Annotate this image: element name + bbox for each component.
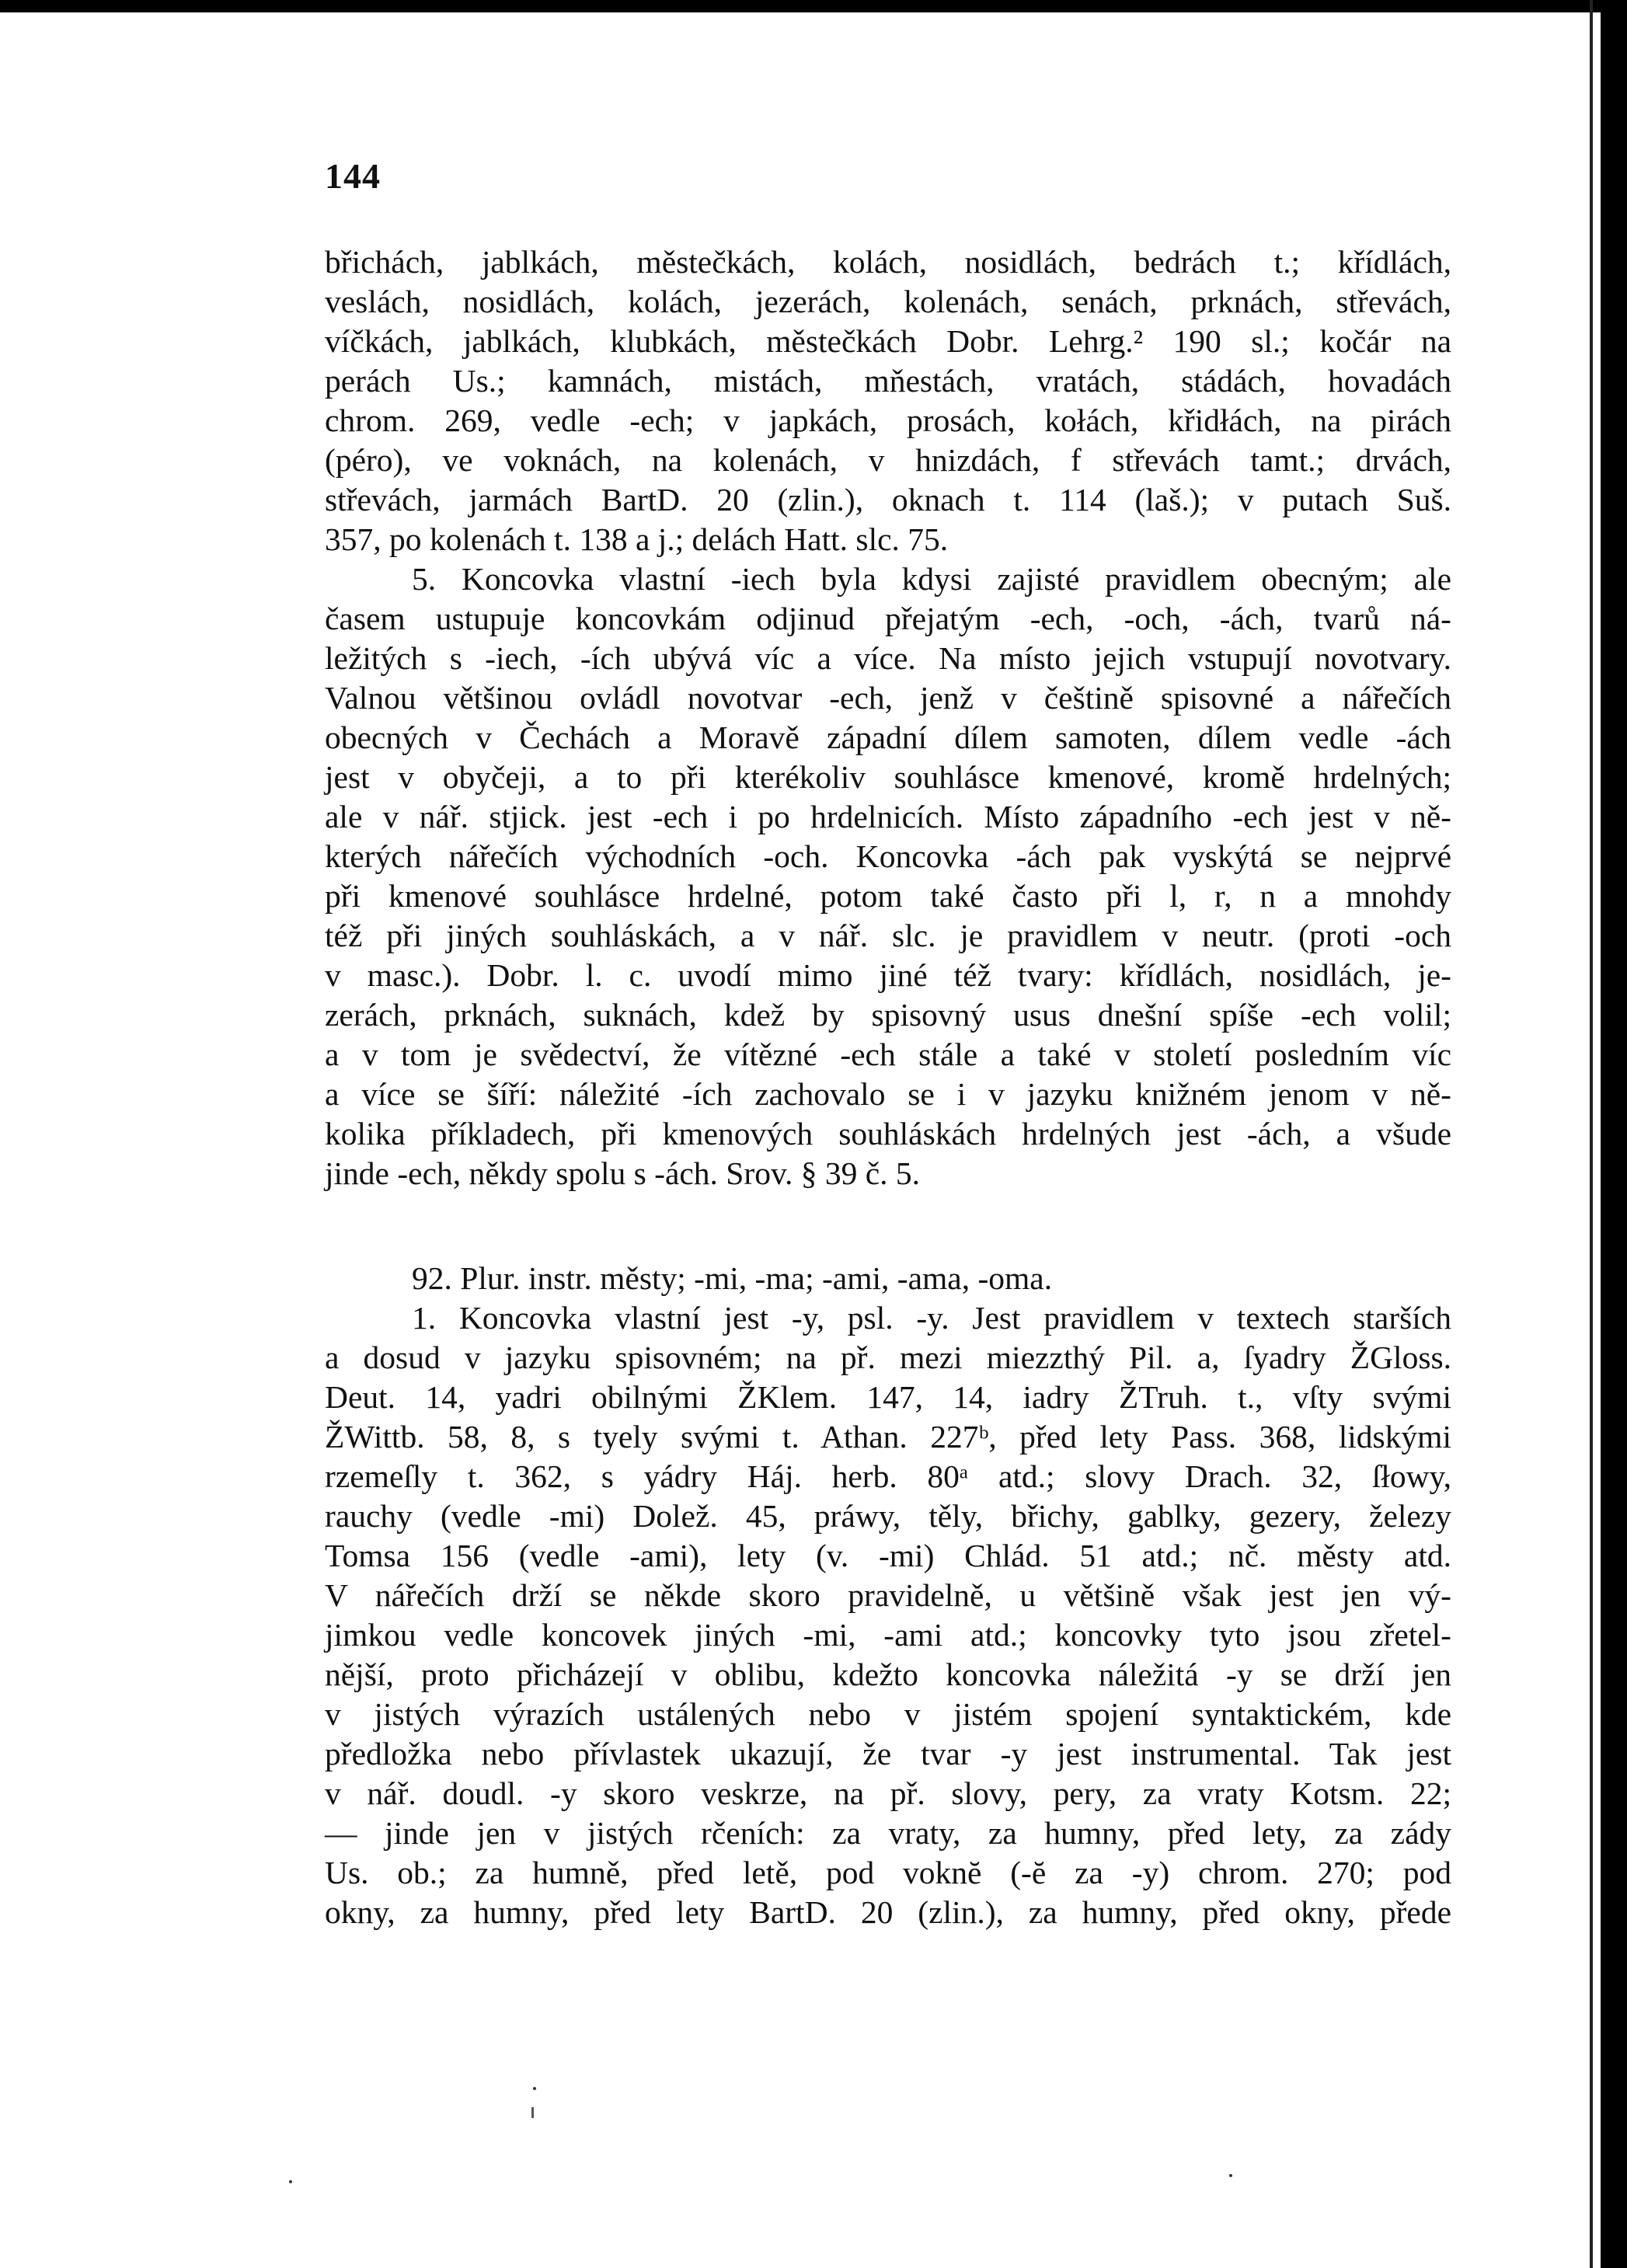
text-line: rauchy (vedle -mi) Dolež. 45, práwy, těly, břichy, gablky, gezery, železy — [325, 1498, 1451, 1534]
text-line: jest v obyčeji, a to při kterékoliv souhlásce kmenové, kromě hrdelných; — [325, 759, 1451, 795]
scan-speck — [531, 2107, 534, 2118]
text-line: a více se šíří: náležité -ích zachovalo se i v jazyku knižném jenom v ně- — [325, 1076, 1451, 1112]
text-line: 357, po kolenách t. 138 a j.; delách Hatt. slc. 75. — [325, 521, 949, 557]
text-line: jimkou vedle koncovek jiných -mi, -ami atd.; koncovky tyto jsou zřetel- — [325, 1617, 1451, 1653]
text-line: okny, za humny, před lety BartD. 20 (zlin.), za humny, před okny, přede — [325, 1894, 1451, 1930]
scan-speck — [1229, 2174, 1232, 2177]
text-line: břichách, jablkách, městečkách, kolách, nosidlách, bedrách t.; křídlách, — [325, 244, 1451, 280]
text-line: (péro), ve voknách, na kolenách, v hnizdách, f střevách tamt.; drvách, — [325, 442, 1451, 478]
paragraph-start-line: 5. Koncovka vlastní -iech byla kdysi zajisté pravidlem obecným; ale — [412, 561, 1451, 597]
page-number: 144 — [325, 156, 381, 196]
text-line: V nářečích drží se někde skoro pravidelně, u většině však jest jen vý- — [325, 1577, 1451, 1613]
text-line: Valnou většinou ovládl novotvar -ech, jenž v češtině spisovné a nářečích — [325, 680, 1451, 716]
text-line: v masc.). Dobr. l. c. uvodí mimo jiné též tvary: křídlách, nosidlách, je- — [325, 957, 1451, 993]
text-line: Us. ob.; za humně, před letě, pod voknĕ (-ĕ za -y) chrom. 270; pod — [325, 1855, 1451, 1890]
text-line: v jistých výrazích ustálených nebo v jistém spojení syntaktickém, kde — [325, 1696, 1451, 1732]
text-line: též při jiných souhláskách, a v nář. slc. je pravidlem v neutr. (proti -och — [325, 918, 1451, 953]
text-line: nější, proto přicházejí v oblibu, kdežto koncovka náležitá -y se drží jen — [325, 1657, 1451, 1692]
scan-speck — [289, 2180, 292, 2183]
text-line: víčkách, jablkách, klubkách, městečkách Dobr. Lehrg.² 190 sl.; kočár na — [325, 323, 1451, 359]
scan-speck — [533, 2087, 536, 2090]
text-line: kolika příkladech, při kmenových souhláskách hrdelných jest -ách, a všude — [325, 1116, 1451, 1151]
text-line: předložka nebo přívlastek ukazují, že tvar -y jest instrumental. Tak jest — [325, 1736, 1451, 1772]
section-heading-92: 92. Plur. instr. městy; -mi, -ma; -ami, -ama, -oma. — [412, 1260, 1053, 1296]
text-line: obecných v Čechách a Moravě západní dílem samoten, dílem vedle -ách — [325, 719, 1451, 755]
text-line: Tomsa 156 (vedle -ami), lety (v. -mi) Chlád. 51 atd.; nč. městy atd. — [325, 1538, 1451, 1573]
text-line: ležitých s -iech, -ích ubývá víc a více. Na místo jejich vstupují novotvary. — [325, 640, 1451, 676]
text-line: a dosud v jazyku spisovném; na př. mezi miezzthý Pil. a, ſyadry ŽGloss. — [325, 1340, 1451, 1375]
text-line: veslách, nosidlách, kolách, jezerách, kolenách, senách, prknách, střevách, — [325, 284, 1451, 319]
text-line: — jinde jen v jistých rčeních: za vraty, za humny, před lety, za zády — [325, 1815, 1451, 1851]
text-line: časem ustupuje koncovkám odjinud přejatým -ech, -och, -ách, tvarů ná- — [325, 601, 1451, 636]
text-block-plural-instrumental — [325, 1259, 1451, 1932]
text-line: jinde -ech, někdy spolu s -ách. Srov. § 39 č. 5. — [325, 1155, 921, 1191]
text-line: chrom. 269, vedle -ech; v japkách, prosách, kołách, křidłách, na pirách — [325, 402, 1451, 438]
text-line: perách Us.; kamnách, mistách, mňestách, vratách, stádách, hovadách — [325, 363, 1451, 399]
text-line: kterých nářečích východních -och. Koncovka -ách pak vyskýtá se nejprvé — [325, 838, 1451, 874]
text-line: v nář. doudl. -y skoro veskrze, na př. slovy, pery, za vraty Kotsm. 22; — [325, 1775, 1451, 1811]
text-block-plural-locative — [325, 242, 1451, 1193]
text-line: střevách, jarmách BartD. 20 (zlin.), oknach t. 114 (laš.); v putach Suš. — [325, 482, 1451, 517]
text-line: Deut. 14, yadri obilnými ŽKlem. 147, 14, iadry ŽTruh. t., vſty svými — [325, 1379, 1451, 1415]
text-line: ale v nář. stjick. jest -ech i po hrdelnicích. Místo západního -ech jest v ně- — [325, 799, 1451, 834]
paragraph-start-line: 1. Koncovka vlastní jest -y, psl. -y. Jest pravidlem v textech starších — [412, 1300, 1451, 1336]
text-line: zerách, prknách, suknách, kdež by spisovný usus dnešní spíše -ech volil; — [325, 997, 1451, 1033]
text-line: rzemeſly t. 362, s yádry Háj. herb. 80ᵃ atd.; slovy Drach. 32, ſłowy, — [325, 1458, 1451, 1494]
text-line: při kmenové souhlásce hrdelné, potom také často při l, r, n a mnohdy — [325, 878, 1451, 914]
text-line: ŽWittb. 58, 8, s tyely svými t. Athan. 227ᵇ, před lety Pass. 368, lidskými — [325, 1419, 1451, 1455]
text-line: a v tom je svědectví, že vítězné -ech stále a také v století posledním víc — [325, 1036, 1451, 1072]
